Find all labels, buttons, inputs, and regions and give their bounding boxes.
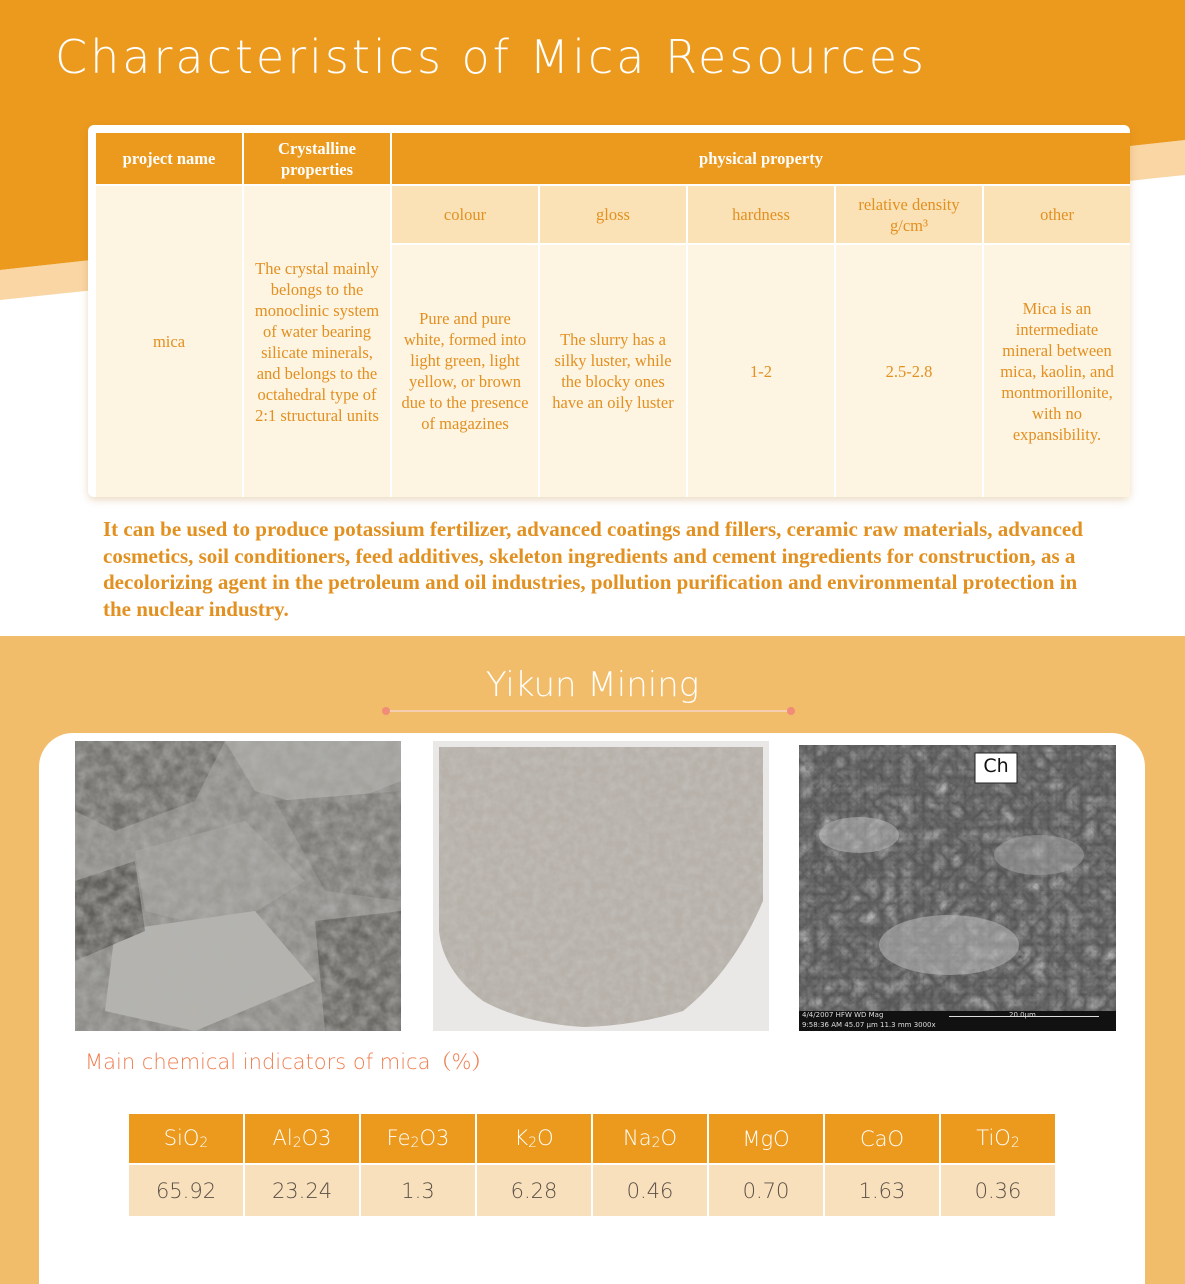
cell-colour: Pure and pure white, formed into light green, light yellow, or brown due to the presence of magazines (392, 245, 538, 497)
chem-value-5: 0.70 (708, 1164, 824, 1216)
micrograph-scale-label: 20.0µm (1009, 1011, 1036, 1019)
mica-powder-photo (433, 741, 769, 1031)
chem-caption: Main chemical indicators of mica（%） (85, 1050, 493, 1074)
subheader-hardness: hardness (688, 186, 834, 243)
chem-formula-tail: O (537, 1126, 554, 1150)
chem-formula-base: TiO (976, 1126, 1011, 1150)
chem-value-1: 23.24 (244, 1164, 360, 1216)
chem-formula-2 (360, 1114, 476, 1164)
chem-formula-subscript: 2 (199, 1135, 209, 1151)
header-crystalline: Crystalline properties (244, 133, 390, 184)
chem-formula-3 (476, 1114, 592, 1164)
chem-formula-base: Al (272, 1126, 293, 1150)
cell-hardness: 1-2 (688, 245, 834, 497)
micrograph-label: Ch (983, 755, 1009, 777)
chem-value-row (128, 1164, 1056, 1216)
chem-formula-5 (708, 1114, 824, 1164)
brand-name: Yikun Mining (485, 665, 700, 705)
chem-formula-4 (592, 1114, 708, 1164)
mica-rock-photo (75, 741, 401, 1031)
chem-value-4: 0.46 (592, 1164, 708, 1216)
chem-formula-6 (824, 1114, 940, 1164)
divider-dot-right (787, 707, 795, 715)
micrograph-info-line-2: 9:58:36 AM 45.07 µm 11.3 mm 3000x (802, 1021, 936, 1029)
chem-formula-tail: O3 (419, 1126, 450, 1150)
chem-formula-7 (940, 1114, 1056, 1164)
subheader-colour: colour (392, 186, 538, 243)
chem-formula-base: SiO (163, 1126, 200, 1150)
properties-table-card (88, 125, 1130, 497)
cell-other: Mica is an intermediate mineral between mica, kaolin, and montmorillonite, with no expansibility. (984, 245, 1130, 497)
chem-formula-subscript: 2 (292, 1135, 302, 1151)
chem-formula-base: MgO (742, 1126, 790, 1151)
header-project-name: project name (96, 133, 242, 184)
sem-micrograph-photo (799, 745, 1116, 1031)
subheader-other: other (984, 186, 1130, 243)
chem-formula-subscript: 2 (410, 1135, 420, 1151)
chem-formula-0 (128, 1114, 244, 1164)
chem-header-row (128, 1114, 1056, 1164)
micrograph-info-line-1: 4/4/2007 HFW WD Mag (802, 1011, 884, 1019)
chemical-indicators-table (127, 1114, 1057, 1216)
divider-dot-left (382, 707, 390, 715)
chem-formula-base: K (514, 1126, 529, 1150)
chem-formula-tail: O3 (301, 1126, 332, 1150)
chem-value-6: 1.63 (824, 1164, 940, 1216)
chem-formula-subscript: 2 (651, 1135, 661, 1151)
chem-formula-subscript: 2 (1010, 1135, 1020, 1151)
header-physical-property: physical property (392, 133, 1130, 184)
uses-paragraph: It can be used to produce potassium fertilizer, advanced coatings and fillers, ceramic raw materials, advanced cosmetics, soil conditioners, feed additives, skeleton ingredients and cement ingredients for construction, as a decolorizing agent in the petroleum and oil industries, pollution purification and environmental protection in the nuclear industry. (103, 517, 1083, 621)
cell-crystalline: The crystal mainly belongs to the monoclinic system of water bearing silicate minerals, and belongs to the octahedral type of 2:1 structural units (244, 186, 390, 497)
chem-formula-base: Na (622, 1126, 652, 1150)
cell-project-name: mica (96, 186, 242, 497)
chem-value-7: 0.36 (940, 1164, 1056, 1216)
chem-value-2: 1.3 (360, 1164, 476, 1216)
properties-table (94, 131, 1132, 499)
chem-formula-base: Fe (386, 1126, 411, 1150)
chem-value-3: 6.28 (476, 1164, 592, 1216)
chem-value-0: 65.92 (128, 1164, 244, 1216)
cell-density: 2.5-2.8 (836, 245, 982, 497)
cell-gloss: The slurry has a silky luster, while the blocky ones have an oily luster (540, 245, 686, 497)
brand-divider (385, 710, 792, 712)
chem-formula-subscript: 2 (528, 1135, 538, 1151)
subheader-density: relative density g/cm³ (836, 186, 982, 243)
chem-formula-tail: O (660, 1126, 678, 1150)
subheader-gloss: gloss (540, 186, 686, 243)
chem-formula-1 (244, 1114, 360, 1164)
chem-formula-base: CaO (859, 1126, 905, 1151)
page-title: Characteristics of Mica Resources (55, 30, 927, 84)
